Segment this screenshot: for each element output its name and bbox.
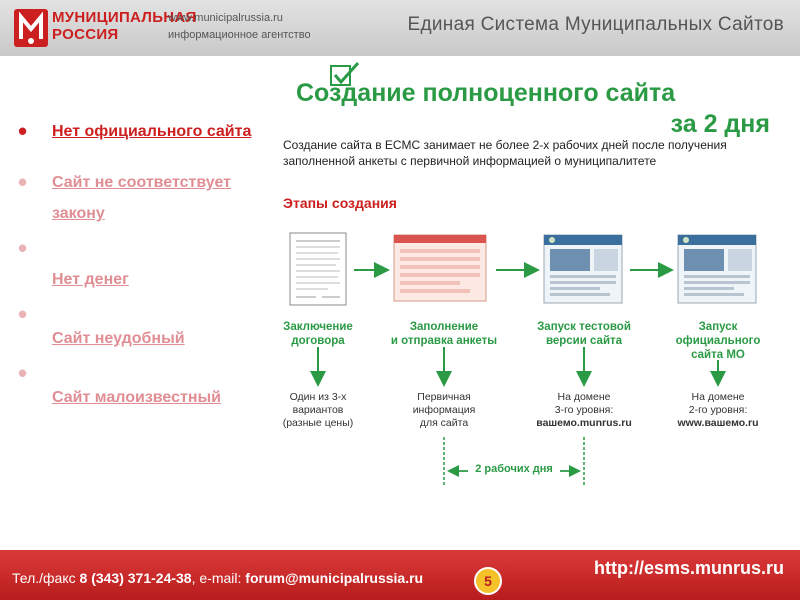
list-item[interactable] [18, 358, 258, 413]
timeline-label: 2 рабочих дня [475, 463, 553, 475]
list-item[interactable] [18, 299, 258, 354]
footer-url-link[interactable]: http://esms.munrus.ru [593, 558, 784, 578]
bullet-icon: • [18, 299, 28, 329]
official-site-screenshot-icon [678, 235, 756, 303]
brand-title: МУНИЦИПАЛЬНАЯ [52, 9, 197, 26]
page-number-badge: 5 [474, 567, 502, 595]
slide-title: Создание полноценного сайта [296, 79, 676, 107]
list-item[interactable] [18, 116, 258, 147]
step-desc-test-site: На домене 3-го уровня: вашемо.munrus.ru [536, 391, 632, 429]
brand-tagline: информационное агентство [168, 29, 311, 41]
list-item[interactable] [18, 233, 258, 295]
contacts [12, 570, 423, 586]
list-item-label: Нет денег [52, 271, 129, 288]
bullet-icon: • [18, 167, 28, 197]
step-title-official-site: Запуск официального сайта МО [675, 321, 761, 361]
stages-diagram [258, 225, 788, 500]
municipal-russia-logo-icon [12, 7, 50, 49]
diagram-graphics [258, 225, 788, 500]
list-item-label: Сайт неудобный [52, 330, 185, 347]
description-line: заполненной анкеты с первичной информацией о муниципалитете [283, 154, 657, 168]
brand-title-line2: РОССИЯ [52, 26, 119, 43]
description [283, 137, 753, 169]
contacts-prefix: Тел./факс [12, 570, 80, 586]
phone-number[interactable]: 8 (343) 371-24-38 [79, 570, 192, 586]
step-desc-official-site: На домене 2-го уровня: www.вашемо.ru [677, 391, 759, 429]
description-line: Создание сайта в ЕСМС занимает не более 2-х рабочих дней после получения [283, 138, 727, 152]
problems-list [18, 116, 258, 413]
header-bar [0, 0, 800, 56]
slide-title-line2: за 2 дня [670, 110, 770, 138]
list-item-label: Нет официального сайта [52, 123, 252, 140]
bullet-icon: • [18, 116, 28, 146]
contract-document-icon [290, 233, 346, 305]
bullet-icon: • [18, 233, 28, 263]
list-item-label: Сайт малоизвестный [52, 389, 222, 406]
email-link[interactable]: forum@municipalrussia.ru [245, 570, 424, 586]
email-prefix: , e-mail: [191, 570, 246, 586]
list-item-label: Сайт не соответствует закону [52, 174, 231, 222]
step-desc-contract: Один из 3-х вариантов (разные цены) [282, 391, 354, 429]
step-title-test-site: Запуск тестовой версии сайта [537, 321, 631, 347]
list-item[interactable] [18, 167, 258, 229]
step-title-form: Заполнение и отправка анкеты [390, 321, 498, 347]
step-title-contract: Заключение договора [283, 321, 353, 347]
step-desc-form: Первичная информация для сайта [412, 391, 476, 429]
bullet-icon: • [18, 358, 28, 388]
application-form-icon [394, 235, 486, 301]
footer-bar [0, 550, 800, 600]
system-title: Единая Система Муниципальных Сайтов [407, 14, 784, 35]
brand-url[interactable]: www.municipalrussia.ru [168, 12, 283, 24]
test-site-screenshot-icon [544, 235, 622, 303]
stages-heading: Этапы создания [283, 195, 397, 211]
